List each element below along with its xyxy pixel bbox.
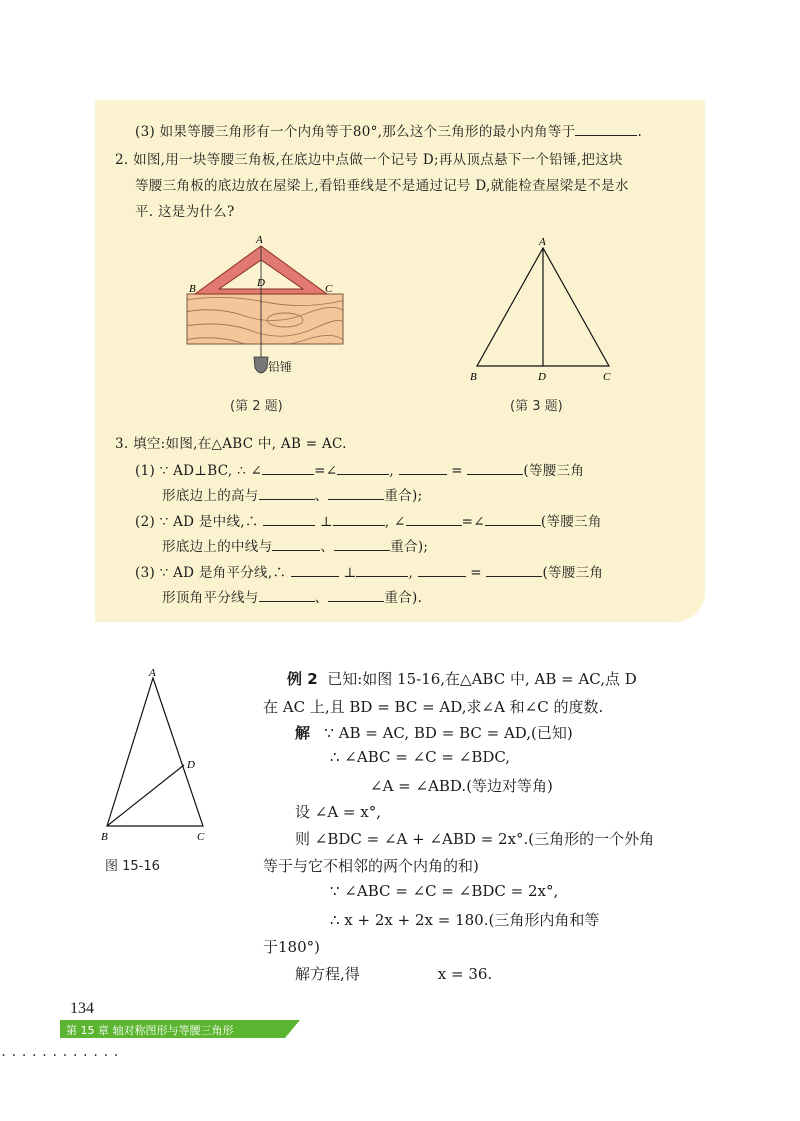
- answer-blank: [418, 564, 466, 577]
- fig3-caption: (第 3 题): [510, 399, 563, 414]
- answer-blank: [467, 462, 523, 475]
- fig1516-segment-bd: [107, 765, 184, 826]
- answer-blank: [259, 487, 315, 500]
- fig1516-label-c: C: [197, 831, 205, 843]
- fig1516-label-a: A: [149, 667, 156, 679]
- plumb-label: 铅锤: [268, 360, 293, 374]
- example-line5: ∠A = ∠ABD.(等边对等角): [370, 777, 553, 795]
- exercise-1-3-suffix: .: [637, 124, 643, 140]
- exercise-3-part3-cont: [162, 586, 422, 606]
- answer-blank: [399, 462, 447, 475]
- exercise-3-part1: [135, 459, 584, 479]
- fig1516-triangle: [107, 678, 203, 826]
- p3h: 重合).: [384, 590, 423, 606]
- example-title: 例 2: [287, 670, 318, 688]
- exercise-1-3: [135, 120, 642, 140]
- example-line12a: 解方程,得: [295, 965, 360, 983]
- exercise-3-part3: [135, 561, 603, 581]
- example-line12: [295, 963, 492, 984]
- exercise-3-part2: [135, 510, 602, 530]
- p2b: ⊥: [319, 514, 333, 530]
- example-line4: ∴ ∠ABC = ∠C = ∠BDC,: [330, 748, 511, 766]
- example-line10: ∴ x + 2x + 2x = 180.(三角形内角和等: [330, 911, 600, 929]
- figure-15-16: [95, 660, 220, 850]
- exercise-2-line1: 2. 如图,用一块等腰三角板,在底边中点做一个记号 D;再从顶点悬下一个铅锤,把这块: [115, 152, 623, 168]
- exercise-3-part2-cont: [162, 535, 428, 555]
- example-line2: 在 AC 上,且 BD = BC = AD,求∠A 和∠C 的度数.: [263, 698, 604, 716]
- fig1516-label-d: D: [187, 759, 195, 771]
- p2c: , ∠: [384, 514, 406, 530]
- example-line11: 于180°): [263, 938, 320, 956]
- fig3-label-d: D: [538, 371, 546, 383]
- example-line12b: x = 36.: [437, 965, 493, 983]
- fig3-label-a: A: [539, 236, 546, 248]
- fig2-caption: (第 2 题): [230, 399, 283, 414]
- answer-blank: [486, 564, 542, 577]
- answer-blank: [272, 538, 320, 551]
- example-line6: 设 ∠A = x°,: [295, 803, 382, 821]
- fig1516-caption: 图 15-16: [105, 859, 160, 874]
- p1b: =∠: [314, 463, 338, 479]
- example-line7: 则 ∠BDC = ∠A + ∠ABD = 2x°.(三角形的一个外角: [295, 830, 655, 848]
- p1e: (等腰三角: [523, 463, 585, 479]
- plumb-bob: [254, 357, 268, 373]
- page-number: 134: [70, 1000, 94, 1017]
- example-line8: 等于与它不相邻的两个内角的和): [263, 857, 479, 875]
- fig2-label-c: C: [325, 283, 333, 295]
- solve-label: 解: [295, 724, 311, 742]
- example-line3-text: ∵ AB = AC, BD = BC = AD,(已知): [324, 724, 573, 742]
- exercise-2-line3: 平. 这是为什么?: [135, 204, 235, 220]
- exercise-1-3-text: (3) 如果等腰三角形有一个内角等于80°,那么这个三角形的最小内角等于: [135, 124, 576, 140]
- p2h: 重合);: [390, 539, 429, 555]
- example-line1-text: 已知:如图 15-16,在△ABC 中, AB = AC,点 D: [327, 670, 637, 688]
- answer-blank: [334, 538, 390, 551]
- answer-blank: [575, 123, 637, 136]
- answer-blank: [328, 589, 384, 602]
- fig3-label-b: B: [470, 371, 477, 383]
- figure-exercise-2: [185, 232, 345, 382]
- answer-blank: [263, 513, 315, 526]
- example-line1: [287, 668, 637, 689]
- footer-dots: ............: [0, 1045, 123, 1059]
- p3d: =: [470, 565, 482, 581]
- answer-blank: [259, 589, 315, 602]
- fig2-label-a: A: [256, 234, 263, 246]
- fig2-label-b: B: [189, 283, 196, 295]
- p2a: (2) ∵ AD 是中线,∴: [135, 514, 259, 530]
- example-line9: ∵ ∠ABC = ∠C = ∠BDC = 2x°,: [330, 882, 559, 900]
- p3f: 形顶角平分线与: [162, 590, 259, 606]
- p2g: 、: [320, 539, 335, 555]
- fig2-label-d: D: [257, 277, 265, 289]
- p3a: (3) ∵ AD 是角平分线,∴: [135, 565, 287, 581]
- answer-blank: [337, 462, 389, 475]
- roof-beam: [187, 294, 343, 344]
- answer-blank: [291, 564, 339, 577]
- p1a: (1) ∵ AD⊥BC, ∴ ∠: [135, 463, 263, 479]
- exercise-2-line2: 等腰三角板的底边放在屋梁上,看铅垂线是不是通过记号 D,就能检查屋梁是不是水: [135, 178, 629, 194]
- p1g: 、: [314, 488, 329, 504]
- p2d: =∠: [461, 514, 485, 530]
- example-line3: [295, 722, 573, 743]
- fig1516-label-b: B: [101, 831, 108, 843]
- exercise-3-part1-cont: [162, 484, 422, 504]
- p2e: (等腰三角: [540, 514, 602, 530]
- p3c: ,: [408, 565, 414, 581]
- answer-blank: [262, 462, 314, 475]
- p3g: 、: [314, 590, 329, 606]
- p3b: ⊥: [343, 565, 357, 581]
- answer-blank: [356, 564, 408, 577]
- answer-blank: [406, 513, 462, 526]
- figure-exercise-3: [465, 232, 625, 387]
- p1h: 重合);: [384, 488, 423, 504]
- answer-blank: [485, 513, 541, 526]
- p1f: 形底边上的高与: [162, 488, 259, 504]
- answer-blank: [333, 513, 385, 526]
- answer-blank: [328, 487, 384, 500]
- p1c: ,: [389, 463, 394, 479]
- p2f: 形底边上的中线与: [162, 539, 273, 555]
- fig3-label-c: C: [603, 371, 611, 383]
- chapter-title: 第 15 章 轴对称图形与等腰三角形: [66, 1024, 234, 1037]
- p1d: =: [451, 463, 463, 479]
- p3e: (等腰三角: [542, 565, 604, 581]
- exercise-3-title: 3. 填空:如图,在△ABC 中, AB = AC.: [115, 436, 347, 452]
